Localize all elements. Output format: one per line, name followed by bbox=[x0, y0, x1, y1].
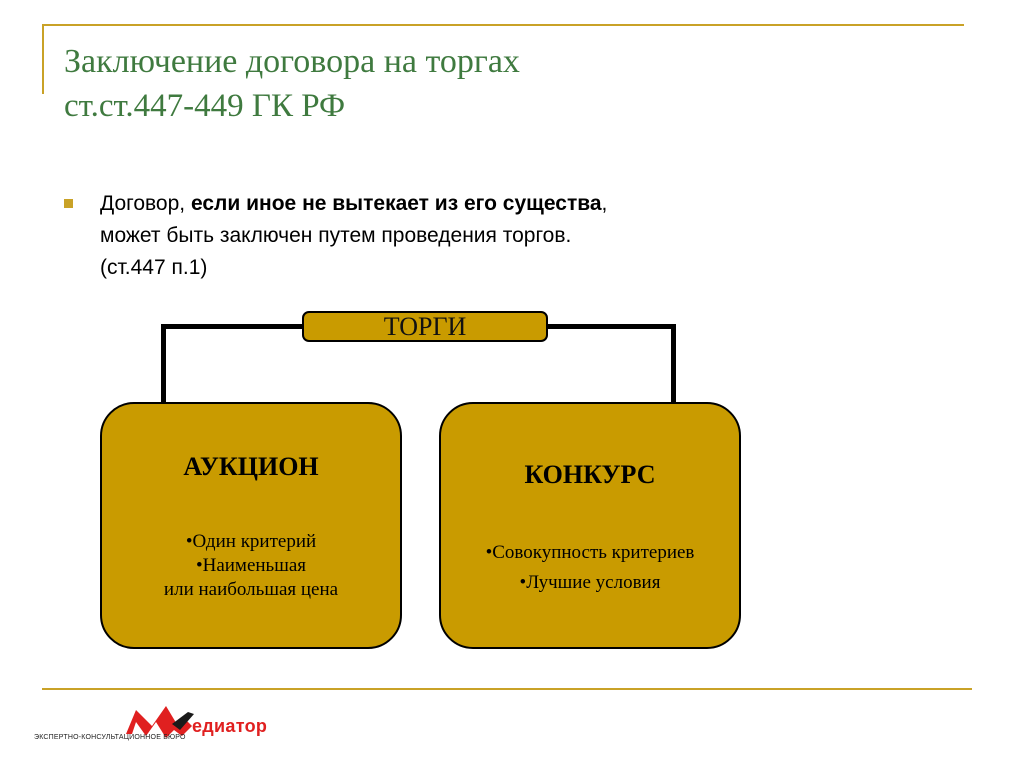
logo-word: едиатор bbox=[192, 716, 268, 736]
connector-left-vertical bbox=[161, 324, 166, 404]
connector-right-horizontal bbox=[546, 324, 676, 329]
auction-item-criterion: •Один критерий bbox=[185, 531, 317, 552]
mediator-logo bbox=[34, 704, 274, 754]
contest-item-conditions: •Лучшие условия bbox=[519, 572, 661, 593]
bullet-line3: (ст.447 п.1) bbox=[100, 256, 208, 279]
bullet-text bbox=[100, 188, 824, 284]
slide-title bbox=[64, 40, 964, 128]
bullet-line2: может быть заключен путем проведения торгов. bbox=[100, 224, 572, 247]
auction-title: АУКЦИОН bbox=[183, 452, 319, 481]
frame-top-line bbox=[42, 24, 964, 26]
slide-title-line1: Заключение договора на торгах bbox=[64, 43, 520, 80]
connector-left-horizontal bbox=[161, 324, 304, 329]
connector-right-vertical bbox=[671, 324, 676, 404]
bullet-text-start: Договор, bbox=[100, 192, 191, 215]
bullet-square-icon bbox=[64, 199, 73, 208]
logo-subtitle: ЭКСПЕРТНО-КОНСУЛЬТАЦИОННОЕ БЮРО bbox=[34, 734, 186, 741]
contest-title: КОНКУРС bbox=[524, 460, 656, 489]
auction-card bbox=[100, 402, 402, 649]
mediator-m-logo-icon bbox=[122, 704, 202, 738]
bullet-item bbox=[64, 188, 824, 284]
bullet-text-comma: , bbox=[601, 192, 608, 215]
contest-item-criteria: •Совокупность критериев bbox=[485, 542, 695, 563]
auction-item-price: или наибольшая цена bbox=[163, 579, 339, 600]
footer-line bbox=[42, 688, 972, 690]
slide-title-line2: ст.ст.447-449 ГК РФ bbox=[64, 88, 346, 124]
bullet-text-bold: если иное не вытекает из его существа bbox=[190, 192, 602, 215]
torgi-root-box: ТОРГИ bbox=[302, 311, 548, 342]
contest-card bbox=[439, 402, 741, 649]
bullet-line1 bbox=[100, 188, 824, 220]
auction-item-lowest: •Наименьшая bbox=[195, 555, 307, 576]
frame-left-line bbox=[42, 24, 44, 94]
